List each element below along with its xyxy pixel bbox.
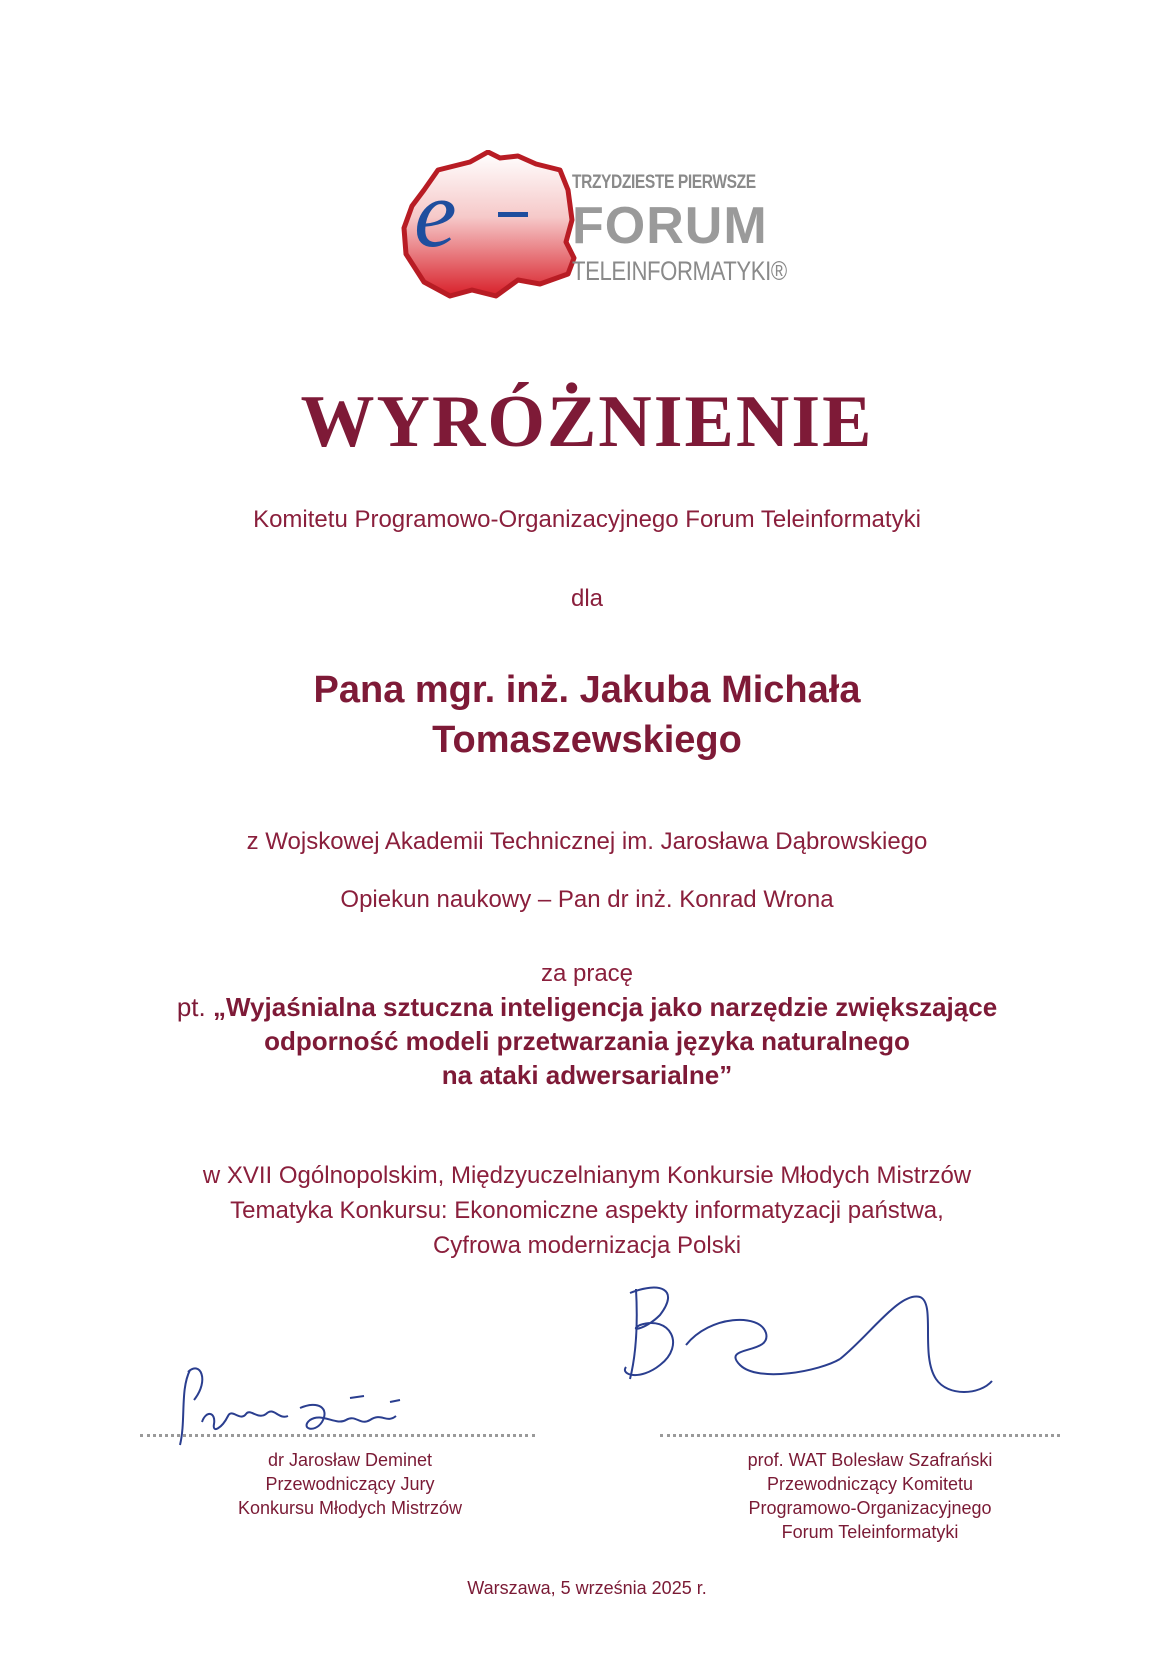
certificate-title: WYRÓŻNIENIE	[300, 381, 874, 463]
contest-line3: Cyfrowa modernizacja Polski	[432, 1232, 742, 1259]
signer-right-role2: Programowo-Organizacyjnego	[748, 1498, 992, 1518]
logo-line1: TRZYDZIESTE PIERWSZE	[572, 172, 756, 193]
work-title	[0, 990, 1174, 1092]
signature-left-image	[150, 1350, 470, 1460]
for-word: dla	[570, 585, 604, 612]
work-title-line3: na ataki adwersarialne”	[441, 1060, 733, 1090]
contest-line1: w XVII Ogólnopolskim, Międzyuczelnianym Konkursie Młodych Mistrzów	[202, 1162, 972, 1189]
issue-date: Warszawa, 5 września 2025 r.	[467, 1578, 707, 1598]
recipient-line1: Pana mgr. inż. Jakuba Michała	[313, 669, 861, 711]
signer-right-role3: Forum Teleinformatyki	[781, 1522, 959, 1542]
signer-right-role1: Przewodniczący Komitetu	[766, 1474, 974, 1494]
signer-right-name: prof. WAT Bolesław Szafrański	[747, 1450, 993, 1470]
contest-line2: Tematyka Konkursu: Ekonomiczne aspekty informatyzacji państwa,	[230, 1197, 944, 1224]
recipient-line2: Tomaszewskiego	[432, 719, 742, 761]
logo-line2: FORUM	[572, 197, 768, 255]
for-work-line: za pracę	[540, 960, 634, 987]
signature-left	[180, 1448, 520, 1520]
contest-block	[0, 1158, 1174, 1263]
logo-line3: TELEINFORMATYKI®	[572, 256, 787, 286]
advisor-line: Opiekun naukowy – Pan dr inż. Konrad Wrona	[340, 886, 834, 913]
school-line: z Wojskowej Akademii Technicznej im. Jarosława Dąbrowskiego	[246, 828, 928, 855]
logo-letter-e: e	[414, 160, 457, 267]
signer-left-name: dr Jarosław Deminet	[267, 1450, 433, 1470]
work-title-line1: „Wyjaśnialna sztuczna inteligencja jako narzędzie zwiększające	[212, 992, 998, 1022]
work-title-prefix: pt.	[176, 992, 213, 1022]
signature-right	[700, 1448, 1040, 1544]
signature-right-image	[600, 1275, 1040, 1435]
recipient-name	[0, 665, 1174, 765]
signer-left-role2: Konkursu Młodych Mistrzów	[237, 1498, 463, 1518]
work-title-line2: odporność modeli przetwarzania języka naturalnego	[264, 1026, 910, 1056]
forum-logo	[400, 150, 787, 315]
issuer-line: Komitetu Programowo-Organizacyjnego Forum Teleinformatyki	[253, 506, 921, 533]
signer-left-role1: Przewodniczący Jury	[265, 1474, 435, 1494]
